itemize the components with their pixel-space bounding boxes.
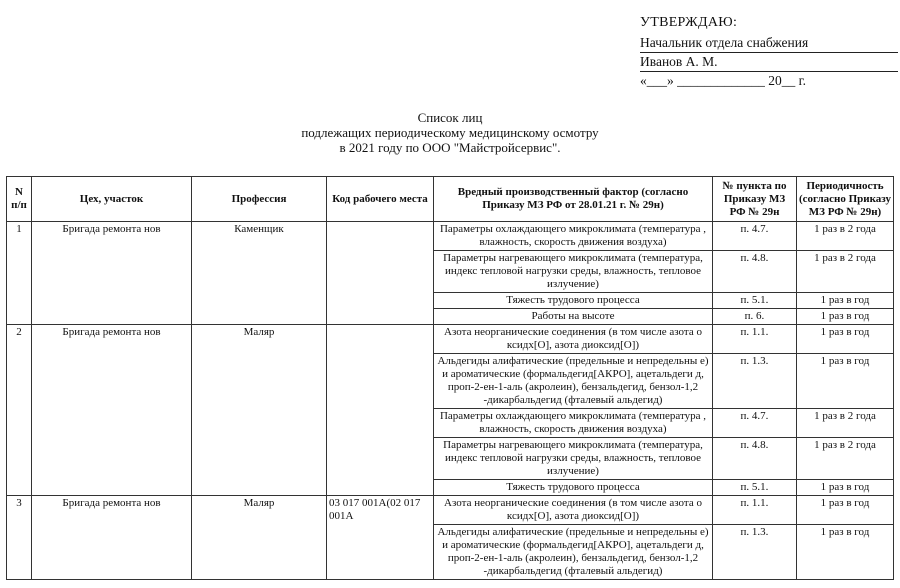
row-factor: Параметры нагревающего микроклимата (температура, индекс тепловой нагрузки среды, влажность, тепловое излучение) <box>434 438 713 480</box>
row-period: 1 раз в 2 года <box>797 251 894 293</box>
approval-position: Начальник отдела снабжения <box>640 34 898 53</box>
row-item: п. 1.3. <box>713 354 797 409</box>
header-item: № пункта по Приказу МЗ РФ № 29н <box>713 177 797 222</box>
row-code: 03 017 001А(02 017 001А <box>327 496 434 580</box>
row-factor: Параметры нагревающего микроклимата (температура, индекс тепловой нагрузки среды, влажность, тепловое излучение) <box>434 251 713 293</box>
row-item: п. 6. <box>713 309 797 325</box>
document-heading <box>250 110 650 155</box>
heading-line-2: подлежащих периодическому медицинскому осмотру <box>301 125 599 140</box>
row-factor: Параметры охлаждающего микроклимата (температура , влажность, скорость движения воздуха) <box>434 222 713 251</box>
row-period: 1 раз в год <box>797 354 894 409</box>
table-header-row <box>7 177 894 222</box>
row-item: п. 4.8. <box>713 438 797 480</box>
row-item: п. 5.1. <box>713 293 797 309</box>
approval-title: УТВЕРЖДАЮ: <box>640 15 738 30</box>
approval-block <box>640 14 898 90</box>
row-factor: Работы на высоте <box>434 309 713 325</box>
row-period: 1 раз в 2 года <box>797 222 894 251</box>
row-dept: Бригада ремонта нов <box>32 325 192 496</box>
row-item: п. 5.1. <box>713 480 797 496</box>
approval-date: «___» _____________ 20__ г. <box>640 73 807 88</box>
row-period: 1 раз в год <box>797 293 894 309</box>
table-row <box>7 325 894 354</box>
row-factor: Тяжесть трудового процесса <box>434 480 713 496</box>
row-item: п. 4.7. <box>713 222 797 251</box>
row-code <box>327 325 434 496</box>
row-profession: Каменщик <box>192 222 327 325</box>
row-period: 1 раз в год <box>797 325 894 354</box>
row-profession: Маляр <box>192 325 327 496</box>
header-period: Периодичность (согласно Приказу МЗ РФ № 29н) <box>797 177 894 222</box>
row-num: 1 <box>7 222 32 325</box>
row-code <box>327 222 434 325</box>
row-item: п. 1.3. <box>713 525 797 580</box>
heading-line-3: в 2021 году по ООО "Майстройсервис". <box>339 140 561 155</box>
row-factor: Альдегиды алифатические (предельные и непредельны е) и ароматические (формальдегид[АКРО], ацетальдеги д, проп-2-ен-1-аль (акролеин), бензальдегид, бензол-1,2 -дикарбальдегид (фталевый альдегид) <box>434 354 713 409</box>
row-dept: Бригада ремонта нов <box>32 222 192 325</box>
header-code: Код рабочего места <box>327 177 434 222</box>
heading-line-1: Список лиц <box>417 110 483 125</box>
row-item: п. 4.7. <box>713 409 797 438</box>
row-factor: Параметры охлаждающего микроклимата (температура , влажность, скорость движения воздуха) <box>434 409 713 438</box>
row-item: п. 1.1. <box>713 325 797 354</box>
row-period: 1 раз в год <box>797 309 894 325</box>
row-num: 3 <box>7 496 32 580</box>
row-profession: Маляр <box>192 496 327 580</box>
row-num: 2 <box>7 325 32 496</box>
approval-name: Иванов А. М. <box>640 53 898 72</box>
row-factor: Альдегиды алифатические (предельные и непредельны е) и ароматические (формальдегид[АКРО], ацетальдеги д, проп-2-ен-1-аль (акролеин), бензальдегид, бензол-1,2 -дикарбальдегид (фталевый альдегид) <box>434 525 713 580</box>
table-row <box>7 222 894 251</box>
row-factor: Азота неорганические соединения (в том числе азота о ксидх[О], азота диоксид[О]) <box>434 325 713 354</box>
row-period: 1 раз в год <box>797 525 894 580</box>
row-dept: Бригада ремонта нов <box>32 496 192 580</box>
header-dept: Цех, участок <box>32 177 192 222</box>
row-period: 1 раз в 2 года <box>797 438 894 480</box>
medical-exam-table <box>6 176 894 580</box>
row-item: п. 4.8. <box>713 251 797 293</box>
row-factor: Тяжесть трудового процесса <box>434 293 713 309</box>
table-row <box>7 496 894 525</box>
header-num: N п/п <box>7 177 32 222</box>
row-period: 1 раз в год <box>797 480 894 496</box>
row-period: 1 раз в 2 года <box>797 409 894 438</box>
header-profession: Профессия <box>192 177 327 222</box>
row-period: 1 раз в год <box>797 496 894 525</box>
row-factor: Азота неорганические соединения (в том числе азота о ксидх[О], азота диоксид[О]) <box>434 496 713 525</box>
table-body <box>7 222 894 580</box>
header-factor: Вредный производственный фактор (согласно Приказу МЗ РФ от 28.01.21 г. № 29н) <box>434 177 713 222</box>
row-item: п. 1.1. <box>713 496 797 525</box>
